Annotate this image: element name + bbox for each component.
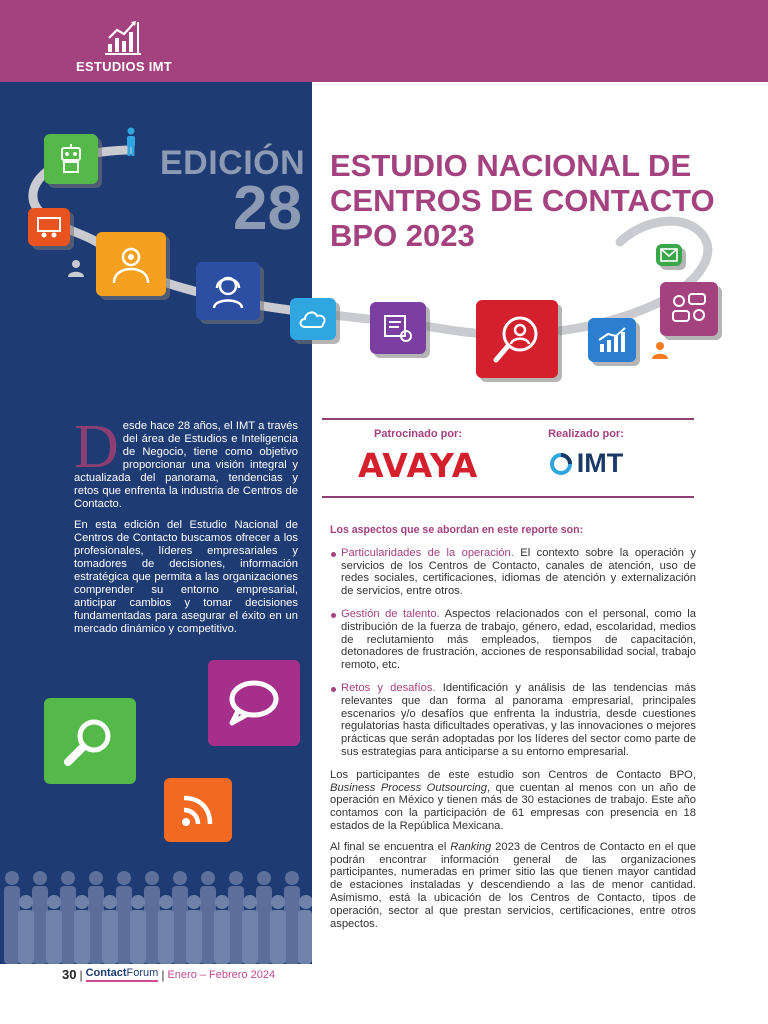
page-title: [330, 148, 760, 253]
magnifier-icon: [44, 698, 136, 784]
signal-waves-icon: [164, 778, 232, 842]
publication-name-a: Contact: [85, 967, 127, 979]
ranking-paragraph: [330, 841, 696, 931]
aspects-heading: Los aspectos que se abordan en este reporte son:: [330, 524, 584, 536]
header-bar: [0, 0, 768, 82]
user-icon: [66, 258, 86, 278]
bullet-title: Particularidades de la operación.: [341, 546, 514, 559]
sponsor-column: [358, 428, 478, 485]
edition-label: [160, 144, 306, 243]
page-number: 30: [62, 967, 77, 982]
list-item: [330, 608, 696, 672]
title-line-3: BPO 2023: [330, 218, 475, 253]
participants-paragraph: [330, 769, 696, 833]
title-line-2: CENTROS DE CONTACTO: [330, 183, 715, 218]
person-standing-icon: [120, 126, 142, 158]
certificate-icon: [370, 302, 426, 354]
list-item: [330, 682, 696, 759]
intro-text: [74, 413, 298, 644]
footer-separator: |: [161, 967, 165, 982]
bullet-text: Identificación y análisis de las tendencias más relevantes que dan forma al panorama empresarial, principales escenarios y/o desafíos que enfrenta la industria, desde cuestiones regulatorias hasta dificultades operativas, y las innovaciones o mejores prácticas que serán adoptadas por los líderes del sector como parte de sus estrategias para anticiparse a su entorno empresarial.: [341, 681, 696, 758]
bullet-title: Retos y desafíos.: [341, 681, 436, 694]
ranking-emphasis: Ranking: [450, 840, 492, 853]
participants-emphasis: Business Process Outsourcing: [330, 781, 488, 794]
edition-word: EDICIÓN: [160, 144, 306, 182]
section-label: ESTUDIOS IMT: [75, 59, 173, 74]
search-person-icon: [476, 300, 558, 378]
maker-column: [526, 428, 646, 479]
bullet-text: Aspectos relacionados con el personal, como la distribución de la fuerza de trabajo, género, edad, escolaridad, medios de reclutamiento más empleados, tiempos de capacitación, detonadores de frustración, acciones de responsabilidad social, trabajo remoto, etc.: [341, 607, 696, 672]
speech-bubble-icon: [208, 660, 300, 746]
participants-text-a: Los participantes de este estudio son Centros de Contacto BPO,: [330, 768, 696, 781]
made-by-label: Realizado por:: [548, 428, 624, 440]
estudios-brand: [74, 18, 174, 74]
imt-logo-text: IMT: [576, 448, 624, 478]
drop-cap: D: [74, 413, 119, 481]
intro-paragraph-2: En esta edición del Estudio Nacional de Centros de Contacto buscamos ofrecer a los profesionales, líderes empresariales y tomadores de decisiones, información estratégica que permita a las organizaciones comprender su entorno empresarial, anticipar cambios y tomar decisiones fundamentadas para asegurar el éxito en un mercado dinámico y competitivo.: [74, 519, 298, 635]
presentation-icon: [28, 208, 70, 246]
bullet-title: Gestión de talento.: [341, 607, 440, 620]
bullet-text: El contexto sobre la operación y servicios de los Centros de Contacto, canales de atención, uso de redes sociales, certificaciones, idiomas de atención y externalización de servicios, entre otros.: [341, 546, 696, 598]
headset-agent-icon: [196, 262, 260, 320]
growth-chart-icon: [588, 318, 636, 362]
crowd-silhouette-icon: [0, 866, 312, 964]
edition-number: 28: [233, 174, 302, 243]
bar-chart-icon: [104, 18, 144, 56]
person-icon: [650, 340, 670, 360]
list-item: [330, 547, 696, 598]
avaya-logo: AVAYA: [358, 446, 479, 485]
aspects-section: [330, 524, 696, 938]
chat-people-icon: [660, 282, 718, 336]
sponsored-by-label: Patrocinado por:: [373, 428, 462, 440]
intro-p1-text: esde hace 28 años, el IMT a través del área de Estudios e Inteligencia de Negocio, tiene como objetivo proporcionar una visión integral y actualizada del panorama, tendencias y retos que enfrenta la industria de Centros de Contacto.: [74, 420, 298, 510]
gears-team-icon: [96, 232, 166, 296]
imt-ring-icon: [549, 451, 573, 477]
page-footer: [62, 967, 275, 982]
participants-text-b: , que cuentan al menos con un año de operación en México y tienen más de 30 estaciones de trabajo. Este año contamos con la participación de 61 empresas con presencia en 18 estados de la República Mexicana.: [330, 781, 696, 832]
intro-paragraph-1: [74, 413, 298, 511]
ranking-text-b: 2023 de Centros de Contacto en el que podrán encontrar información general de las organizaciones participantes, numeradas en primer sitio las que tienen mayor cantidad de estaciones instaladas y descendiendo a las de menor cantidad. Asimismo, está la ubicación de los Centros de Contacto, tipos de operación, sector al que prestan servicios, certificaciones, entre otros aspectos.: [330, 840, 696, 930]
publication-name-b: Forum: [126, 967, 159, 979]
robot-icon: [44, 134, 98, 184]
issue-date: Enero – Febrero 2024: [167, 968, 276, 981]
imt-logo: [526, 448, 646, 479]
title-line-1: ESTUDIO NACIONAL DE: [330, 148, 692, 183]
sponsors-box: [322, 418, 694, 498]
cloud-support-icon: [290, 298, 336, 340]
footer-separator: |: [79, 967, 83, 982]
publication-name: [86, 967, 159, 982]
ranking-text-a: Al final se encuentra el: [330, 840, 451, 853]
